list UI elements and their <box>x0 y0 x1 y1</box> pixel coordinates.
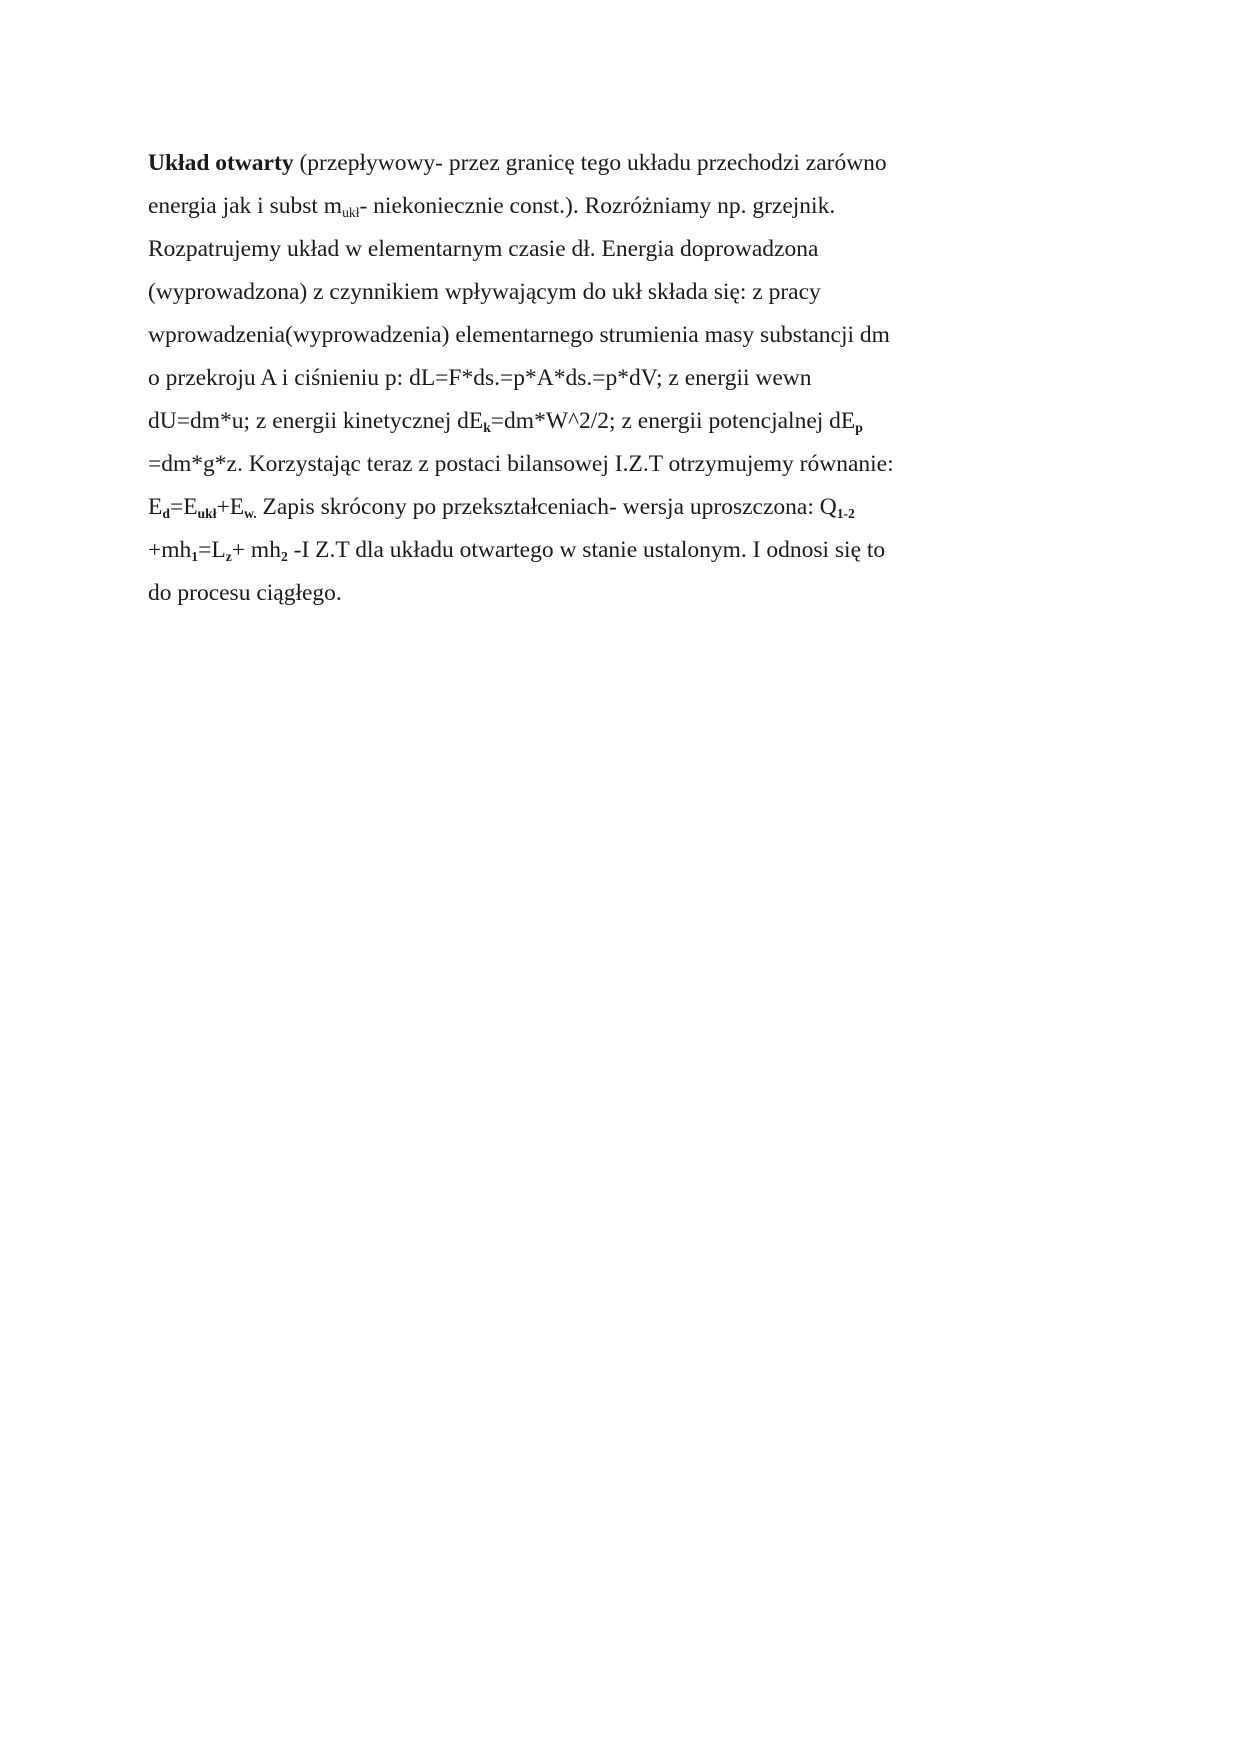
text-run: =E <box>169 494 198 520</box>
text-run: - niekoniecznie const.). Rozróżniamy np. grzejnik. <box>359 193 836 219</box>
text-run: E <box>148 494 163 520</box>
text-run: =dm*W^2/2; z energii potencjalnej dE <box>490 408 856 434</box>
text-run: (przepływowy- przez granicę tego układu przechodzi zarówno <box>293 150 887 176</box>
text-run: do procesu ciągłego. <box>148 580 342 606</box>
text-run: wprowadzenia(wyprowadzenia) elementarnego strumienia masy substancji dm <box>148 322 890 348</box>
text-run: + mh <box>231 537 281 563</box>
subscript-text: 1-2 <box>836 506 855 522</box>
subscript-text: ukł <box>197 506 217 522</box>
text-run: (wyprowadzona) z czynnikiem wpływającym do ukł składa się: z pracy <box>148 279 821 305</box>
subscript-text: k <box>483 420 491 436</box>
subscript-text: d <box>162 506 170 522</box>
text-line <box>148 142 948 185</box>
text-line <box>148 400 948 443</box>
text-line <box>148 529 948 572</box>
text-run: +mh <box>148 537 192 563</box>
subscript-text: z <box>225 549 232 565</box>
text-line <box>148 486 948 529</box>
text-run: Zapis skrócony po przekształceniach- wersja uproszczona: Q <box>256 494 837 520</box>
text-line <box>148 314 948 357</box>
text-line <box>148 443 948 486</box>
text-line <box>148 271 948 314</box>
subscript-text: 1 <box>191 549 199 565</box>
text-line <box>148 185 948 228</box>
subscript-text: 2 <box>280 549 288 565</box>
text-run: Rozpatrujemy układ w elementarnym czasie dł. Energia doprowadzona <box>148 236 819 262</box>
text-line <box>148 572 948 615</box>
bold-heading-text: Układ otwarty <box>148 150 294 176</box>
text-run: energia jak i subst m <box>148 193 343 219</box>
text-run: =dm*g*z. Korzystając teraz z postaci bilansowej I.Z.T otrzymujemy równanie: <box>148 451 894 477</box>
text-run: =L <box>198 537 226 563</box>
text-line <box>148 228 948 271</box>
subscript-text: ukł <box>342 205 360 221</box>
subscript-text: p <box>855 420 863 436</box>
text-line <box>148 357 948 400</box>
text-run: o przekroju A i ciśnieniu p: dL=F*ds.=p*A*ds.=p*dV; z energii wewn <box>148 365 812 391</box>
body-paragraph <box>148 142 948 615</box>
text-run: -I Z.T dla układu otwartego w stanie ustalonym. I odnosi się to <box>287 537 886 563</box>
text-run: dU=dm*u; z energii kinetycznej dE <box>148 408 484 434</box>
subscript-text: w. <box>244 506 257 522</box>
text-run: +E <box>216 494 245 520</box>
